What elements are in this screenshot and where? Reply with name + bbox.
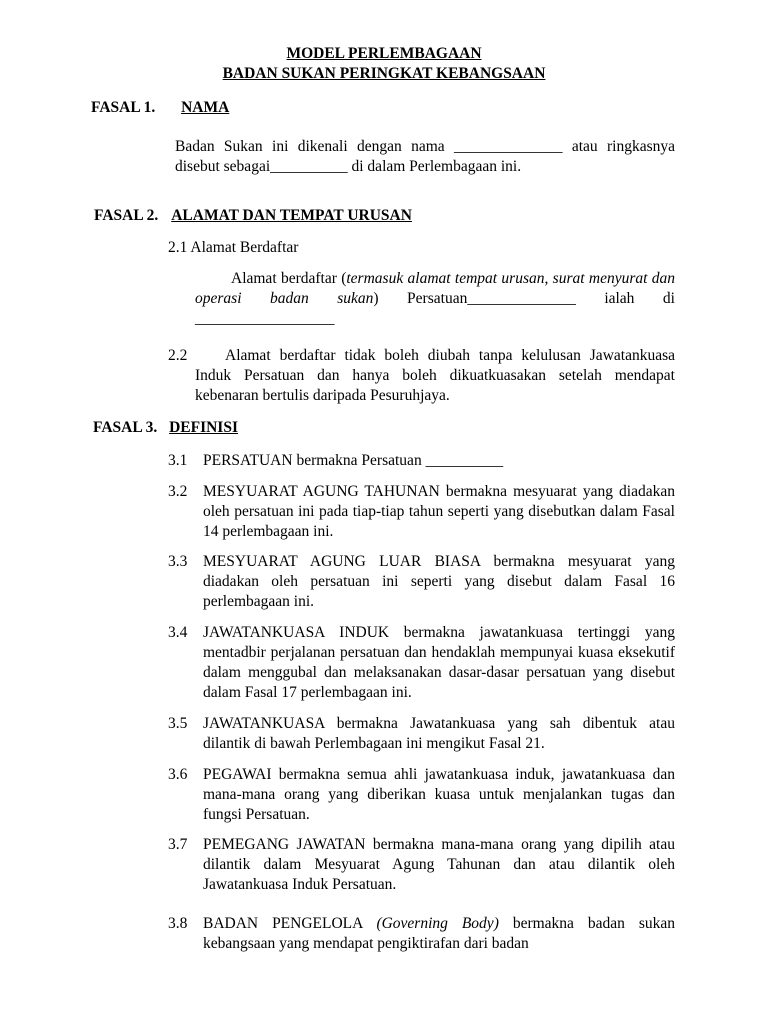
fasal1-label: FASAL 1. bbox=[91, 99, 156, 116]
def-3-7-number: 3.7 bbox=[168, 836, 188, 853]
fasal1-body: Badan Sukan ini dikenali dengan nama ______________ atau ringkasnya disebut sebagai__________ di dalam Perlembagaan ini. bbox=[175, 138, 675, 175]
fasal1-title: NAMA bbox=[181, 99, 230, 116]
fasal3-title: DEFINISI bbox=[169, 419, 238, 436]
def-3-7-text: PEMEGANG JAWATAN bermakna mana-mana orang yang dipilih atau dilantik dalam Mesyuarat Agung Tahunan dan atau dilantik oleh Jawatankuasa Induk Persatuan. bbox=[203, 836, 675, 893]
fasal2-sub2-body: Alamat berdaftar tidak boleh diubah tanpa kelulusan Jawatankuasa Induk Persatuan dan hanya boleh dikuatkuasakan setelah mendapat kebenaran bertulis daripada Pesuruhjaya. bbox=[195, 347, 675, 404]
def-3-1-number: 3.1 bbox=[168, 452, 188, 469]
def-3-5-number: 3.5 bbox=[168, 715, 188, 732]
def-3-1-text: PERSATUAN bermakna Persatuan __________ bbox=[203, 452, 504, 469]
def-3-6-number: 3.6 bbox=[168, 766, 188, 783]
def-3-2-text: MESYUARAT AGUNG TAHUNAN bermakna mesyuarat yang diadakan oleh persatuan ini pada tiap-tiap tahun seperti yang disebutkan dalam Fasal 14 perlembagaan ini. bbox=[203, 483, 675, 540]
fasal2-sub1-pre: Alamat berdaftar ( bbox=[231, 270, 347, 287]
def-3-4-number: 3.4 bbox=[168, 624, 188, 641]
fasal2-title: ALAMAT DAN TEMPAT URUSAN bbox=[171, 207, 412, 224]
fasal3-heading bbox=[93, 418, 238, 438]
def-3-8-pre: BADAN PENGELOLA bbox=[203, 915, 377, 932]
def-3-2-number: 3.2 bbox=[168, 483, 188, 500]
fasal2-sub2-number: 2.2 bbox=[168, 347, 188, 364]
def-3-3-number: 3.3 bbox=[168, 553, 188, 570]
fasal3-label: FASAL 3. bbox=[93, 419, 158, 436]
fasal2-sub1-post: ) Persatuan______________ ialah di __________________ bbox=[195, 290, 675, 327]
def-3-8-post: bermakna badan sukan kebangsaan yang mendapat pengiktirafan dari badan bbox=[203, 915, 675, 952]
fasal2-sub1-italic: termasuk alamat tempat urusan, surat menyurat dan operasi badan sukan bbox=[195, 270, 675, 307]
fasal1-heading bbox=[91, 98, 229, 118]
def-3-6-text: PEGAWAI bermakna semua ahli jawatankuasa induk, jawatankuasa dan mana-mana orang yang diberikan kuasa untuk menjalankan tugas dan fungsi Persatuan. bbox=[203, 766, 675, 823]
def-3-3-text: MESYUARAT AGUNG LUAR BIASA bermakna mesyuarat yang diadakan oleh persatuan ini seperti yang disebut dalam Fasal 16 perlembagaan ini. bbox=[203, 553, 675, 610]
fasal2-heading bbox=[94, 206, 412, 226]
fasal2-label: FASAL 2. bbox=[94, 207, 159, 224]
doc-title-line1: MODEL PERLEMBAGAAN bbox=[286, 45, 482, 62]
def-3-8-number: 3.8 bbox=[168, 915, 188, 932]
def-3-5-text: JAWATANKUASA bermakna Jawatankuasa yang sah dibentuk atau dilantik di bawah Perlembagaan ini mengikut Fasal 21. bbox=[203, 715, 675, 752]
fasal2-sub1-body bbox=[195, 269, 675, 329]
doc-title-line2: BADAN SUKAN PERINGKAT KEBANGSAAN bbox=[222, 65, 546, 82]
fasal2-sub1-title: 2.1 Alamat Berdaftar bbox=[168, 239, 299, 256]
def-3-4-text: JAWATANKUASA INDUK bermakna jawatankuasa tertinggi yang mentadbir perjalanan persatuan dan hendaklah mempunyai kuasa eksekutif dalam menggubal dan melaksanakan dasar-dasar persatuan yang disebut dalam Fasal 17 perlembagaan ini. bbox=[203, 624, 675, 701]
def-3-8-text bbox=[203, 914, 675, 954]
def-3-8-italic: (Governing Body) bbox=[376, 915, 499, 932]
